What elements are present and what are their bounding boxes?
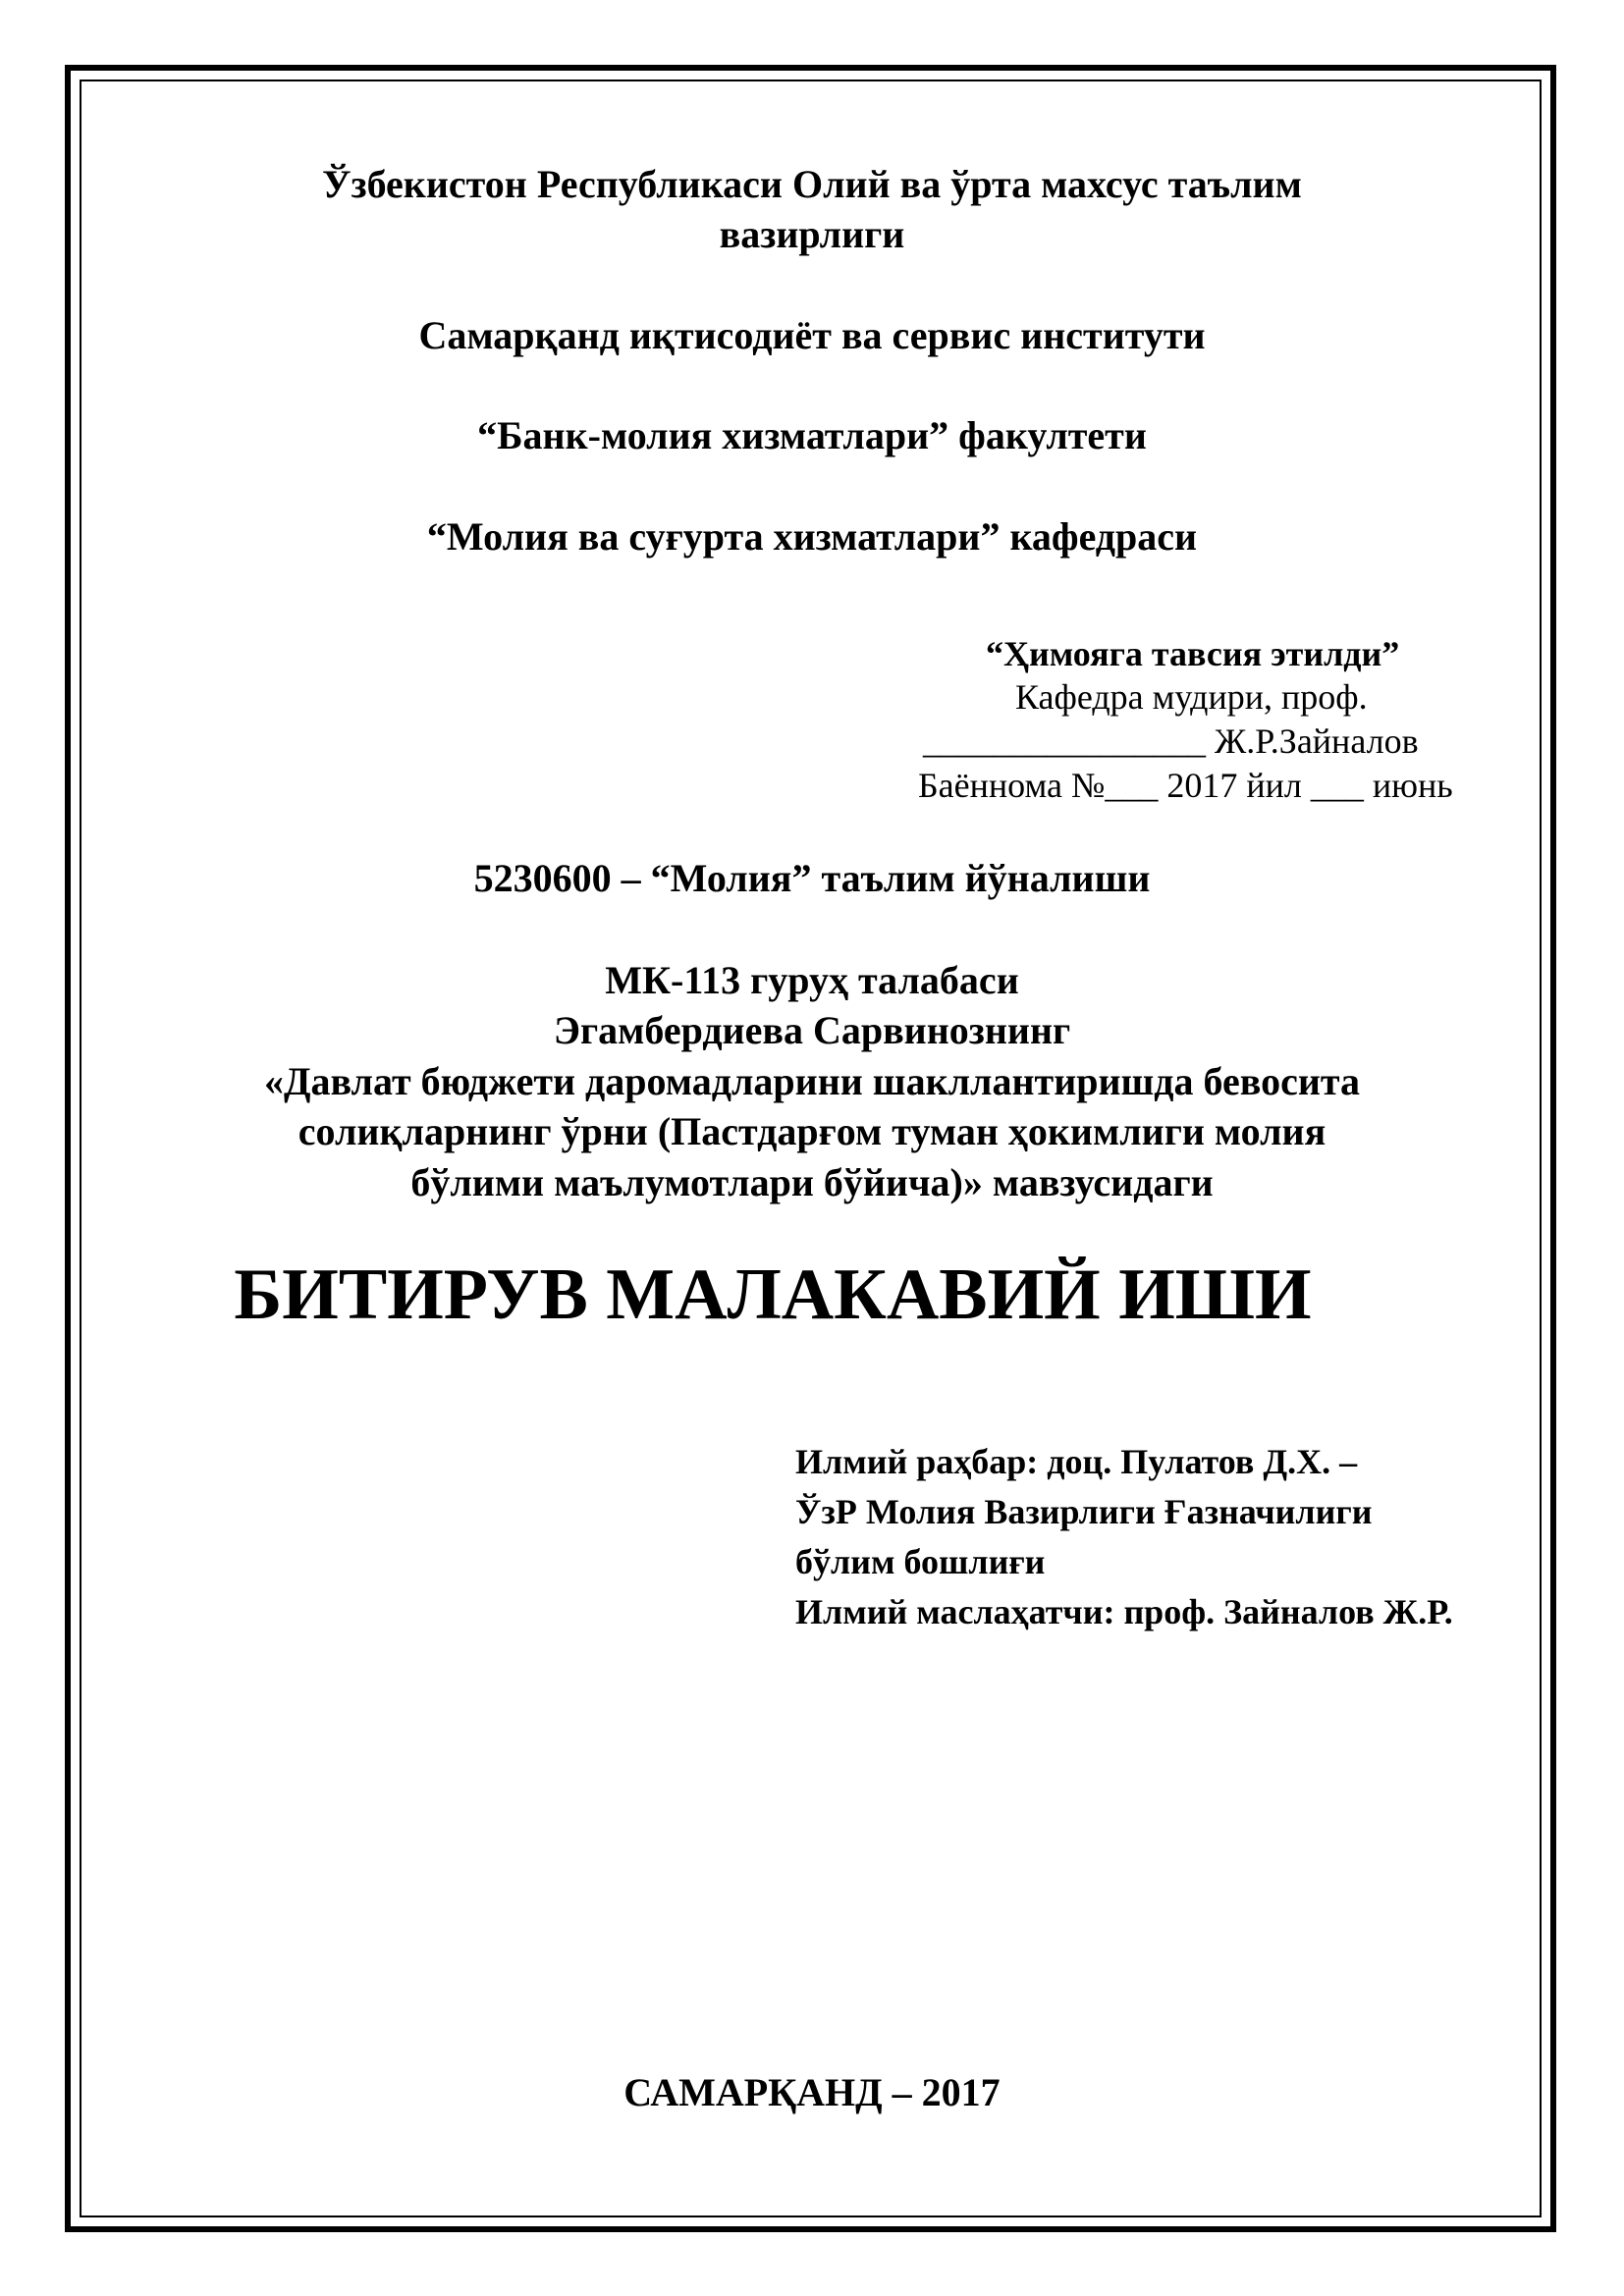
ministry-line-2: вазирлиги — [719, 212, 905, 256]
approval-signature-line: ________________ Ж.Р.Зайналов — [923, 721, 1419, 761]
supervisor-line-3: бўлим бошлиғи — [795, 1542, 1046, 1581]
institute-name: Самарқанд иқтисодиёт ва сервис институти — [418, 313, 1206, 357]
faculty-name: “Банк-молия хизматлари” факултети — [477, 413, 1147, 457]
supervisor-block — [795, 1437, 1453, 1637]
supervisor-line-2: ЎзР Молия Вазирлиги Ғазначилиги — [795, 1492, 1373, 1531]
city-year-footer: САМАРҚАНД – 2017 — [623, 2070, 1001, 2114]
student-name: Эгамбердиева Сарвинознинг — [553, 1008, 1071, 1052]
work-title: БИТИРУВ МАЛАКАВИЙ ИШИ — [234, 1255, 1312, 1335]
topic-line-2: солиқларнинг ўрни (Пастдарғом туман ҳокимлиги молия — [298, 1109, 1326, 1153]
supervisor-line-4: Илмий маслаҳатчи: проф. Зайналов Ж.Р. — [795, 1592, 1453, 1631]
approval-title: “Ҳимояга тавсия этилди” — [986, 634, 1400, 673]
supervisor-line-1: Илмий раҳбар: доц. Пулатов Д.Х. – — [795, 1442, 1358, 1481]
approval-position: Кафедра мудири, проф. — [1015, 677, 1368, 717]
topic-line-3: бўлими маълумотлари бўйича)» мавзусидаги — [410, 1160, 1214, 1204]
department-name: “Молия ва суғурта хизматлари” кафедраси — [426, 514, 1198, 559]
study-direction: 5230600 – “Молия” таълим йўналиши — [473, 856, 1151, 900]
approval-protocol: Баённома №___ 2017 йил ___ июнь — [918, 766, 1453, 805]
ministry-line-1: Ўзбекистон Республикаси Олий ва ўрта махсус таълим — [322, 162, 1302, 206]
topic-line-1: «Давлат бюджети даромадларини шакллантиришда бевосита — [263, 1059, 1361, 1103]
student-group: МК-113 гуруҳ талабаси — [605, 958, 1019, 1002]
